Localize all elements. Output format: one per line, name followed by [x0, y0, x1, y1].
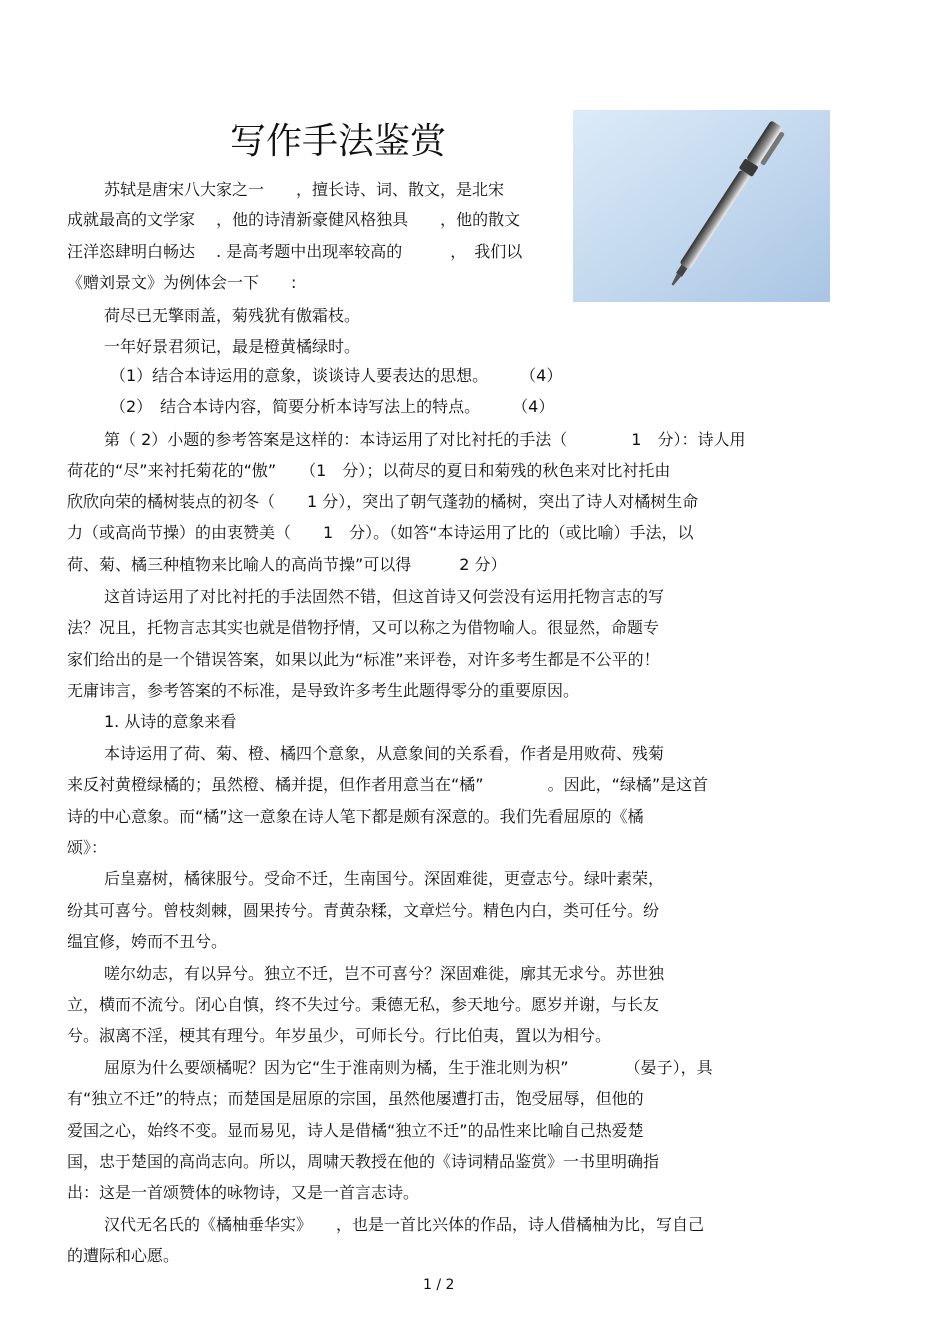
paragraph-line: 这首诗运用了对比衬托的手法固然不错，但这首诗又何尝没有运用托物言志的写: [104, 587, 665, 606]
paragraph-line: 汉代无名氏的《橘柚垂华实》 ，也是一首比兴体的作品，诗人借橘柚为比，写自己: [104, 1215, 705, 1234]
page-title: 写作手法鉴赏: [230, 121, 447, 162]
paragraph-line: 屈原为什么要颂橘呢？因为它“生于淮南则为橘，生于淮北则为枳” （晏子），具: [104, 1058, 713, 1077]
quote-line: 缊宜修，姱而不丑兮。: [67, 932, 228, 951]
paragraph-line: 颂》：: [67, 838, 108, 857]
quote-line: 嗟尔幼志，有以异兮。独立不迁，岂不可喜兮？深固难徙，廓其无求兮。苏世独: [104, 964, 665, 983]
question-line: （2） 结合本诗内容，简要分析本诗写法上的特点。 （4）: [110, 397, 555, 416]
paragraph-line: 法？况且，托物言志其实也就是借物抒情，又可以称之为借物喻人。很显然，命题专: [67, 618, 660, 637]
paragraph-line: 家们给出的是一个错误答案，如果以此为“标准”来评卷，对许多考生都是不公平的！: [67, 650, 660, 669]
paragraph-line: 爱国之心，始终不变。显而易见，诗人是借橘“独立不迁”的品性来比喻自己热爱楚: [67, 1121, 644, 1140]
paragraph-line: 欣欣向荣的橘树装点的初冬（ 1 分），突出了朝气蓬勃的橘树，突出了诗人对橘树生命: [67, 492, 699, 511]
paragraph-line: 出：这是一首颂赞体的咏物诗，又是一首言志诗。: [67, 1183, 420, 1202]
paragraph-line: 有“独立不迁”的特点；而楚国是屈原的宗国，虽然他屡遭打击，饱受屈辱，但他的: [67, 1089, 644, 1108]
paragraph-line: 荷花的“尽”来衬托菊花的“傲” （1 分）；以荷尽的夏日和菊残的秋色来对比衬托由: [67, 461, 671, 480]
paragraph-line: 荷、菊、橘三种植物来比喻人的高尚节操”可以得 2 分）: [67, 555, 507, 574]
paragraph-line: 苏轼是唐宋八大家之一 ，擅长诗、词、散文，是北宋: [104, 180, 505, 199]
paragraph-line: 第（ 2）小题的参考答案是这样的：本诗运用了对比衬托的手法（ 1 分）：诗人用: [104, 430, 746, 449]
question-line: （1）结合本诗运用的意象，谈谈诗人要表达的思想。 （4）: [110, 366, 563, 385]
paragraph-line: 来反衬黄橙绿橘的；虽然橙、橘并提，但作者用意当在“橘” 。因此，“绿橘”是这首: [67, 775, 709, 794]
pen-image: [573, 110, 830, 302]
paragraph-line: 本诗运用了荷、菊、橙、橘四个意象，从意象间的关系看，作者是用败荷、残菊: [104, 744, 665, 763]
section-heading: 1. 从诗的意象来看: [104, 712, 237, 731]
quote-line: 立，横而不流兮。闭心自慎，终不失过兮。秉德无私，参天地兮。愿岁并谢，与长友: [67, 995, 660, 1014]
paragraph-line: 力（或高尚节操）的由衷赞美（ 1 分）。（如答“本诗运用了比的（或比喻）手法，以: [67, 523, 694, 542]
quote-line: 兮。淑离不淫，梗其有理兮。年岁虽少，可师长兮。行比伯夷，置以为相兮。: [67, 1026, 612, 1045]
page-number: 1 / 2: [423, 1277, 455, 1293]
paragraph-line: 成就最高的文学家 ，他的诗清新豪健风格独具 ，他的散文: [67, 210, 521, 229]
quote-line: 纷其可喜兮。曾枝剡棘，圆果抟兮。青黄杂糅，文章烂兮。精色内白，类可任兮。纷: [67, 901, 660, 920]
paragraph-line: 的遭际和心愿。: [67, 1246, 180, 1265]
poem-line: 荷尽已无擎雨盖，菊残犹有傲霜枝。: [104, 306, 361, 325]
quote-line: 后皇嘉树，橘徕服兮。受命不迁，生南国兮。深固难徙，更壹志兮。绿叶素荣，: [104, 869, 665, 888]
poem-line: 一年好景君须记，最是橙黄橘绿时。: [104, 337, 361, 356]
paragraph-line: 汪洋恣肆明白畅达 . 是高考题中出现率较高的 ， 我们以: [67, 242, 523, 261]
paragraph-line: 无庸讳言，参考答案的不标准，是导致许多考生此题得零分的重要原因。: [67, 681, 580, 700]
paragraph-line: 国，忠于楚国的高尚志向。所以，周啸天教授在他的《诗词精品鉴赏》一书里明确指: [67, 1152, 660, 1171]
paragraph-line: 《赠刘景文》为例体会一下 :: [67, 273, 297, 292]
paragraph-line: 诗的中心意象。而“橘”这一意象在诗人笔下都是颇有深意的。我们先看屈原的《橘: [67, 807, 644, 826]
